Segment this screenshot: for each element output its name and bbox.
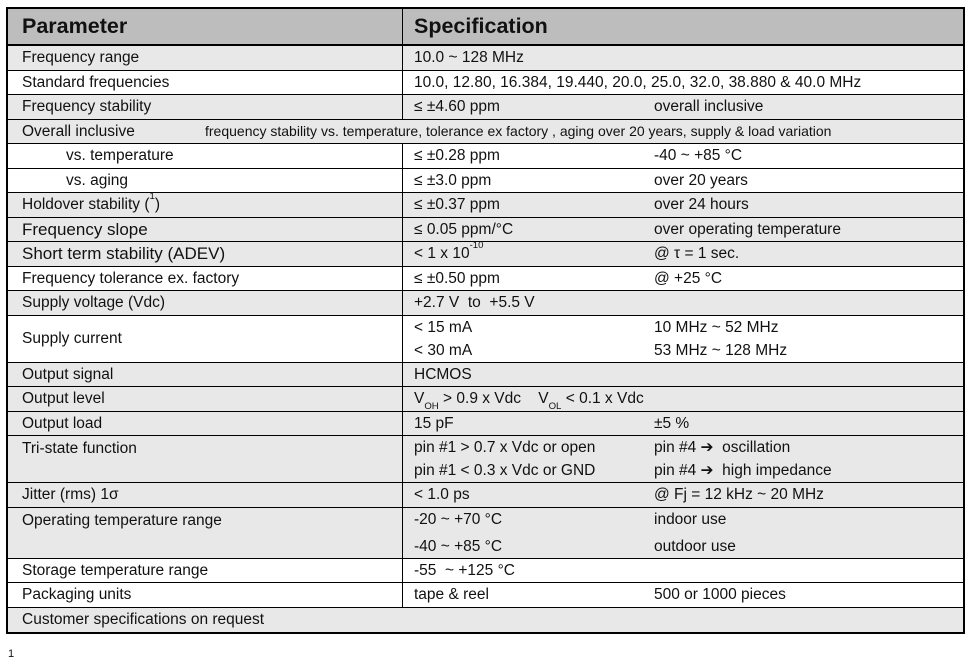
spec-value: < 1 x $10^{-10}$: [414, 239, 484, 263]
parameter-cell: Tri-state function: [8, 436, 403, 482]
table-row: [8, 71, 963, 96]
specification-cell: [403, 508, 963, 558]
table-row: [8, 608, 963, 633]
spec-value: ≤ ±0.50 ppm: [414, 269, 500, 287]
spec-value: pin #1 < 0.3 x Vdc or GND: [414, 462, 596, 479]
parameter-cell: Frequency stability: [8, 95, 403, 119]
spec-condition: @ +25 °C: [654, 269, 723, 287]
specification-cell: [403, 436, 963, 482]
specification-cell: [403, 291, 963, 315]
parameter-cell: Operating temperature range: [8, 508, 403, 558]
spec-value: HCMOS: [414, 365, 472, 383]
table-header-row: [8, 9, 963, 46]
spec-line: [414, 95, 963, 118]
specification-table: [6, 7, 965, 634]
spec-line: [414, 583, 963, 606]
spec-value: -20 ~ +70 °C: [414, 510, 503, 528]
table-row: [8, 95, 963, 120]
table-row: [8, 387, 963, 412]
spec-line: [414, 387, 963, 413]
parameter-cell: Supply current: [8, 316, 403, 362]
table-row: [8, 412, 963, 437]
spec-line: [414, 316, 963, 339]
spec-condition: outdoor use: [654, 537, 736, 555]
specification-cell: [403, 559, 963, 583]
specification-cell: [403, 387, 963, 411]
table-row: [8, 559, 963, 584]
spec-value: < 1.0 ps: [414, 486, 470, 504]
spec-value: $V_{OH} > 0.9$ x Vdc $V_{OL} < 0.1$ x Vdc: [414, 390, 644, 413]
spec-condition: 53 MHz ~ 128 MHz: [654, 341, 788, 359]
parameter-cell: Storage temperature range: [8, 559, 403, 583]
specification-cell: [403, 169, 963, 193]
specification-cell: [403, 483, 963, 507]
spec-line: [414, 483, 963, 506]
spec-condition: @ Fj = 12 kHz ~ 20 MHz: [654, 486, 824, 504]
parameter-cell: Output load: [8, 412, 403, 436]
footnote-marker: 1: [8, 648, 15, 660]
specification-cell: [403, 218, 963, 242]
specification-cell: [403, 583, 963, 607]
table-row: [8, 46, 963, 71]
specification-cell: [403, 95, 963, 119]
table-row: [8, 363, 963, 388]
table-row: [8, 190, 963, 218]
spec-value: -55 ~ +125 °C: [414, 561, 515, 579]
span-row-label: Customer specifications on request: [22, 611, 265, 629]
table-row: [8, 218, 963, 243]
parameter-cell: Output signal: [8, 363, 403, 387]
spec-line: [414, 436, 963, 459]
spec-line: [414, 508, 963, 531]
spec-line: [414, 71, 963, 94]
spec-line: [414, 291, 963, 314]
spec-value: ≤ 0.05 ppm/°C: [414, 220, 514, 238]
spec-line: [414, 459, 963, 482]
parameter-cell: vs. temperature: [8, 144, 403, 168]
spec-line: [414, 412, 963, 435]
spec-line: [414, 193, 963, 216]
table-row: [8, 316, 963, 363]
spec-line: [414, 559, 963, 582]
spec-value: tape & reel: [414, 586, 489, 604]
spec-value: pin #1 > 0.7 x Vdc or open: [414, 439, 596, 456]
spec-condition: @ τ = 1 sec.: [654, 245, 740, 263]
table-row: [8, 508, 963, 559]
specification-cell: [403, 316, 963, 362]
table-row: [8, 436, 963, 483]
spec-value: ≤ ±4.60 ppm: [414, 98, 500, 116]
spec-line: [414, 267, 963, 290]
specification-cell: [403, 193, 963, 217]
spec-value: +2.7 V to +5.5 V: [414, 294, 535, 312]
spec-line: [414, 535, 963, 558]
table-row: [8, 239, 963, 267]
spec-condition: over operating temperature: [654, 220, 841, 238]
spec-line: [414, 218, 963, 241]
spec-condition: 10 MHz ~ 52 MHz: [654, 318, 779, 336]
table-row: [8, 120, 963, 145]
specification-cell: [403, 46, 963, 70]
span-row-label: Overall inclusive: [22, 122, 135, 140]
spec-condition: indoor use: [654, 510, 727, 528]
table-row: [8, 483, 963, 508]
parameter-cell: Holdover stability ($^1$): [8, 193, 403, 217]
spec-condition: pin #4 ➔ oscillation: [654, 439, 791, 456]
spec-value: 10.0, 12.80, 16.384, 19.440, 20.0, 25.0, 32.0, 38.880 & 40.0 MHz: [414, 73, 862, 91]
spec-value: 15 pF: [414, 414, 454, 432]
spec-value: ≤ ±0.37 ppm: [414, 196, 500, 214]
spec-line: [414, 339, 963, 362]
spec-line: [414, 46, 963, 69]
parameter-cell: Frequency range: [8, 46, 403, 70]
table-row: [8, 267, 963, 292]
parameter-cell: Short term stability (ADEV): [8, 242, 403, 266]
spec-condition: over 24 hours: [654, 196, 749, 214]
header-specification-label: Specification: [414, 14, 548, 38]
specification-cell: [403, 412, 963, 436]
table-body: [8, 46, 963, 632]
table-row: [8, 583, 963, 608]
spec-line: [414, 363, 963, 386]
spec-value: < 30 mA: [414, 341, 473, 359]
spec-condition: 500 or 1000 pieces: [654, 586, 786, 604]
table-row: [8, 291, 963, 316]
specification-cell: [403, 71, 963, 95]
specification-cell: [403, 144, 963, 168]
header-parameter-label: Parameter: [8, 9, 403, 44]
spec-condition: overall inclusive: [654, 98, 764, 116]
parameter-cell: Packaging units: [8, 583, 403, 607]
spec-condition: pin #4 ➔ high impedance: [654, 462, 832, 479]
spec-condition: ±5 %: [654, 414, 690, 432]
specification-cell: [403, 239, 963, 266]
spec-condition: over 20 years: [654, 171, 748, 189]
parameter-cell: Output level: [8, 387, 403, 411]
spec-value: 10.0 ~ 128 MHz: [414, 49, 524, 67]
parameter-cell: vs. aging: [8, 169, 403, 193]
spec-line: [414, 239, 963, 265]
parameter-cell: Jitter (rms) 1σ: [8, 483, 403, 507]
spec-line: [414, 144, 963, 167]
table-row: [8, 144, 963, 169]
spec-line: [414, 169, 963, 192]
specification-cell: [403, 267, 963, 291]
spec-condition: -40 ~ +85 °C: [654, 147, 743, 165]
spec-value: ≤ ±3.0 ppm: [414, 171, 492, 189]
spec-value: -40 ~ +85 °C: [414, 537, 503, 555]
spec-value: ≤ ±0.28 ppm: [414, 147, 500, 165]
parameter-cell: Supply voltage (Vdc): [8, 291, 403, 315]
spec-value: < 15 mA: [414, 318, 473, 336]
span-row-description: frequency stability vs. temperature, tolerance ex factory , aging over 20 years, supply & load variation: [205, 122, 832, 139]
table-row: [8, 169, 963, 194]
parameter-cell: Frequency tolerance ex. factory: [8, 267, 403, 291]
specification-cell: [403, 363, 963, 387]
parameter-cell: Frequency slope: [8, 218, 403, 242]
parameter-cell: Standard frequencies: [8, 71, 403, 95]
